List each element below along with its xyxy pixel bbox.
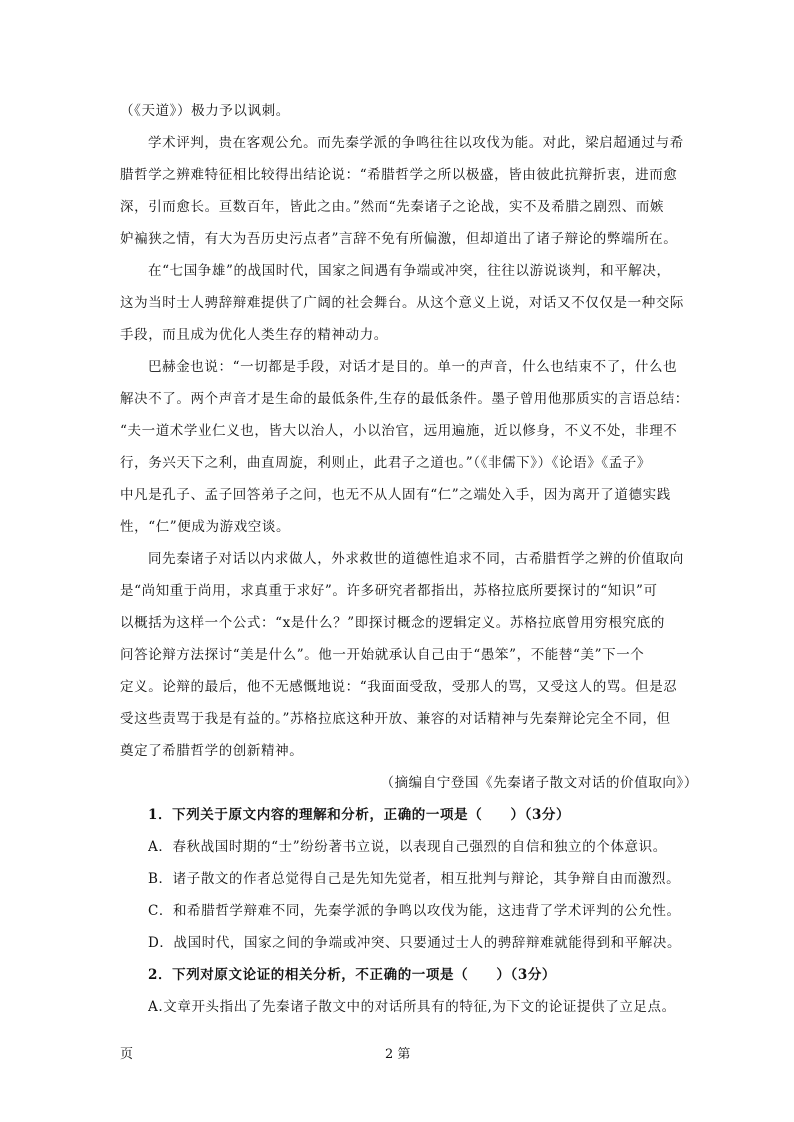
- footer-page-label: 页: [120, 1047, 134, 1062]
- question-1-option-a: A．春秋战国时期的“士”纷纷著书立说，以表现自己强烈的自信和独立的个体意识。: [148, 839, 667, 855]
- paragraph-line: 同先秦诸子对话以内求做人，外求救世的道德性追求不同，古希腊哲学之辨的价值取向: [148, 551, 684, 567]
- paragraph-line: 妒褊狭之情，有大为吾历史污点者”言辞不免有所偏激，但却道出了诸子辩论的弊端所在。: [120, 231, 678, 247]
- paragraph-line: 问答论辩方法探讨“美是什么”。他一开始就承认自己由于“愚笨”，不能替“美”下一个: [120, 647, 645, 663]
- paragraph-line: 以概括为这样一个公式：“x是什么？”即探讨概念的逻辑定义。苏格拉底曾用穷根究底的: [120, 615, 665, 631]
- paragraph-line: 性，“仁”便成为游戏空谈。: [120, 519, 291, 535]
- question-2-option-a: A.文章开头指出了先秦诸子散文中的对话所具有的特征,为下文的论证提供了立足点。: [148, 999, 676, 1015]
- paragraph-line: 奠定了希腊哲学的创新精神。: [120, 743, 304, 759]
- paragraph-line: 中凡是孔子、孟子回答弟子之问，也无不从人固有“仁”之端处入手，因为离开了道德实践: [120, 487, 671, 503]
- source-citation: （摘编自宁登国《先秦诸子散文对话的价值取向》）: [380, 775, 698, 791]
- paragraph-line: 行，务兴天下之利，曲直周旋，利则止，此君子之道也。”（《非儒下》）《论语》《孟子》: [120, 455, 651, 471]
- question-1-option-d: D．战国时代，国家之间的争端或冲突、只要通过士人的骋辞辩难就能得到和平解决。: [148, 935, 682, 951]
- paragraph-line: （《天道》）极力予以讽刺。: [120, 103, 290, 119]
- question-1-option-b: B．诸子散文的作者总觉得自己是先知先觉者，相互批判与辩论，其争辩自由而激烈。: [148, 871, 681, 887]
- question-1-option-c: C．和希腊哲学辩难不同，先秦学派的争鸣以攻伐为能，这违背了学术评判的公允性。: [148, 903, 681, 919]
- paragraph-line: 解决不了。两个声音才是生命的最低条件,生存的最低条件。墨子曾用他那质实的言语总结：: [120, 391, 689, 407]
- question-1-stem: 1．下列关于原文内容的理解和分析，正确的一项是（ ）（3分）: [148, 807, 571, 823]
- paragraph-line: 手段，而且成为优化人类生存的精神动力。: [120, 327, 388, 343]
- paragraph-line: 学术评判，贵在客观公允。而先秦学派的争鸣往往以攻伐为能。对此，梁启超通过与希: [148, 135, 684, 151]
- paragraph-line: 腊哲学之辨难特征相比较得出结论说：“希腊哲学之所以极盛，皆由彼此抗辩折衷，进而愈: [120, 167, 678, 183]
- paragraph-line: 受这些责骂于我是有益的。”苏格拉底这种开放、兼容的对话精神与先秦辩论完全不同，但: [120, 711, 671, 727]
- paragraph-line: 在“七国争雄”的战国时代，国家之间遇有争端或冲突，往往以游说谈判，和平解决，: [148, 263, 671, 279]
- footer-page-number: 2 第: [385, 1047, 411, 1062]
- paragraph-line: 是“尚知重于尚用，求真重于求好”。许多研究者都指出，苏格拉底所要探讨的“知识”可: [120, 583, 658, 599]
- paragraph-line: 巴赫金也说：“一切都是手段，对话才是目的。单一的声音，什么也结束不了，什么也: [148, 359, 678, 375]
- paragraph-line: 这为当时士人骋辞辩难提供了广阔的社会舞台。从这个意义上说，对话又不仅仅是一种交际: [120, 295, 684, 311]
- paragraph-line: 定义。论辩的最后，他不无感慨地说：“我面面受敌，受那人的骂，又受这人的骂。但是忍: [120, 679, 678, 695]
- question-2-stem: 2．下列对原文论证的相关分析，不正确的一项是（ ）（3分）: [148, 967, 557, 983]
- paragraph-line: “夫一道术学业仁义也，皆大以治人，小以治官，远用遍施，近以修身，不义不处，非理不: [120, 423, 678, 439]
- paragraph-line: 深，引而愈长。亘数百年，皆此之由。”然而“先秦诸子之论战，实不及希腊之剧烈、而嫉: [120, 199, 665, 215]
